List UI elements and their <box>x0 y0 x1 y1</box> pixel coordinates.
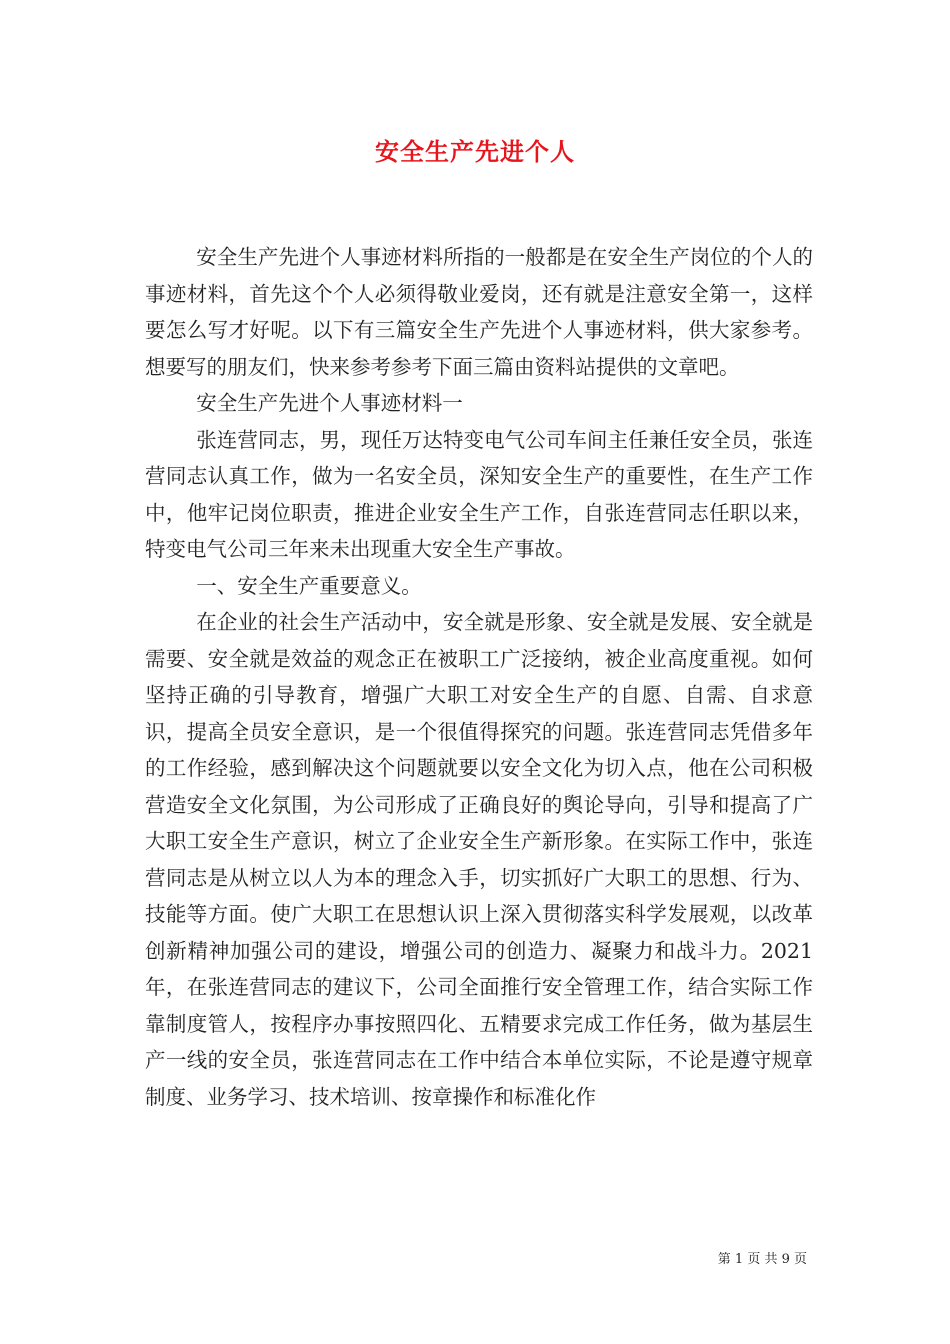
document-title: 安全生产先进个人 <box>375 137 575 166</box>
document-body <box>145 239 813 1115</box>
paragraph-main: 在企业的社会生产活动中，安全就是形象、安全就是发展、安全就是需要、安全就是效益的观念正在被职工广泛接纳，被企业高度重视。如何坚持正确的引导教育，增强广大职工对安全生产的自愿、自需、自求意识，提高全员安全意识，是一个很值得探究的问题。张连营同志凭借多年的工作经验，感到解决这个问题就要以安全文化为切入点，他在公司积极营造安全文化氛围，为公司形成了正确良好的舆论导向，引导和提高了广大职工安全生产意识，树立了企业安全生产新形象。在实际工作中，张连营同志是从树立以人为本的理念入手，切实抓好广大职工的思想、行为、技能等方面。使广大职工在思想认识上深入贯彻落实科学发展观，以改革创新精神加强公司的建设，增强公司的创造力、凝聚力和战斗力。2021年，在张连营同志的建议下，公司全面推行安全管理工作，结合实际工作靠制度管人，按程序办事按照四化、五精要求完成工作任务，做为基层生产一线的安全员，张连营同志在工作中结合本单位实际，不论是遵守规章制度、业务学习、技术培训、按章操作和标准化作 <box>145 610 813 1109</box>
paragraph-profile: 张连营同志，男，现任万达特变电气公司车间主任兼任安全员，张连营同志认真工作，做为一名安全员，深知安全生产的重要性，在生产工作中，他牢记岗位职责，推进企业安全生产工作，自张连营同志任职以来，特变电气公司三年来未出现重大安全生产事故。 <box>145 427 813 561</box>
page-number: 第 1 页 共 9 页 <box>717 1252 807 1267</box>
paragraph-intro: 安全生产先进个人事迹材料所指的一般都是在安全生产岗位的个人的事迹材料，首先这个个人必须得敬业爱岗，还有就是注意安全第一，这样要怎么写才好呢。以下有三篇安全生产先进个人事迹材料，供大家参考。想要写的朋友们，快来参考参考下面三篇由资料站提供的文章吧。 <box>145 245 813 379</box>
paragraph-section-heading: 一、安全生产重要意义。 <box>196 573 422 598</box>
paragraph-subheading: 安全生产先进个人事迹材料一 <box>196 391 463 415</box>
